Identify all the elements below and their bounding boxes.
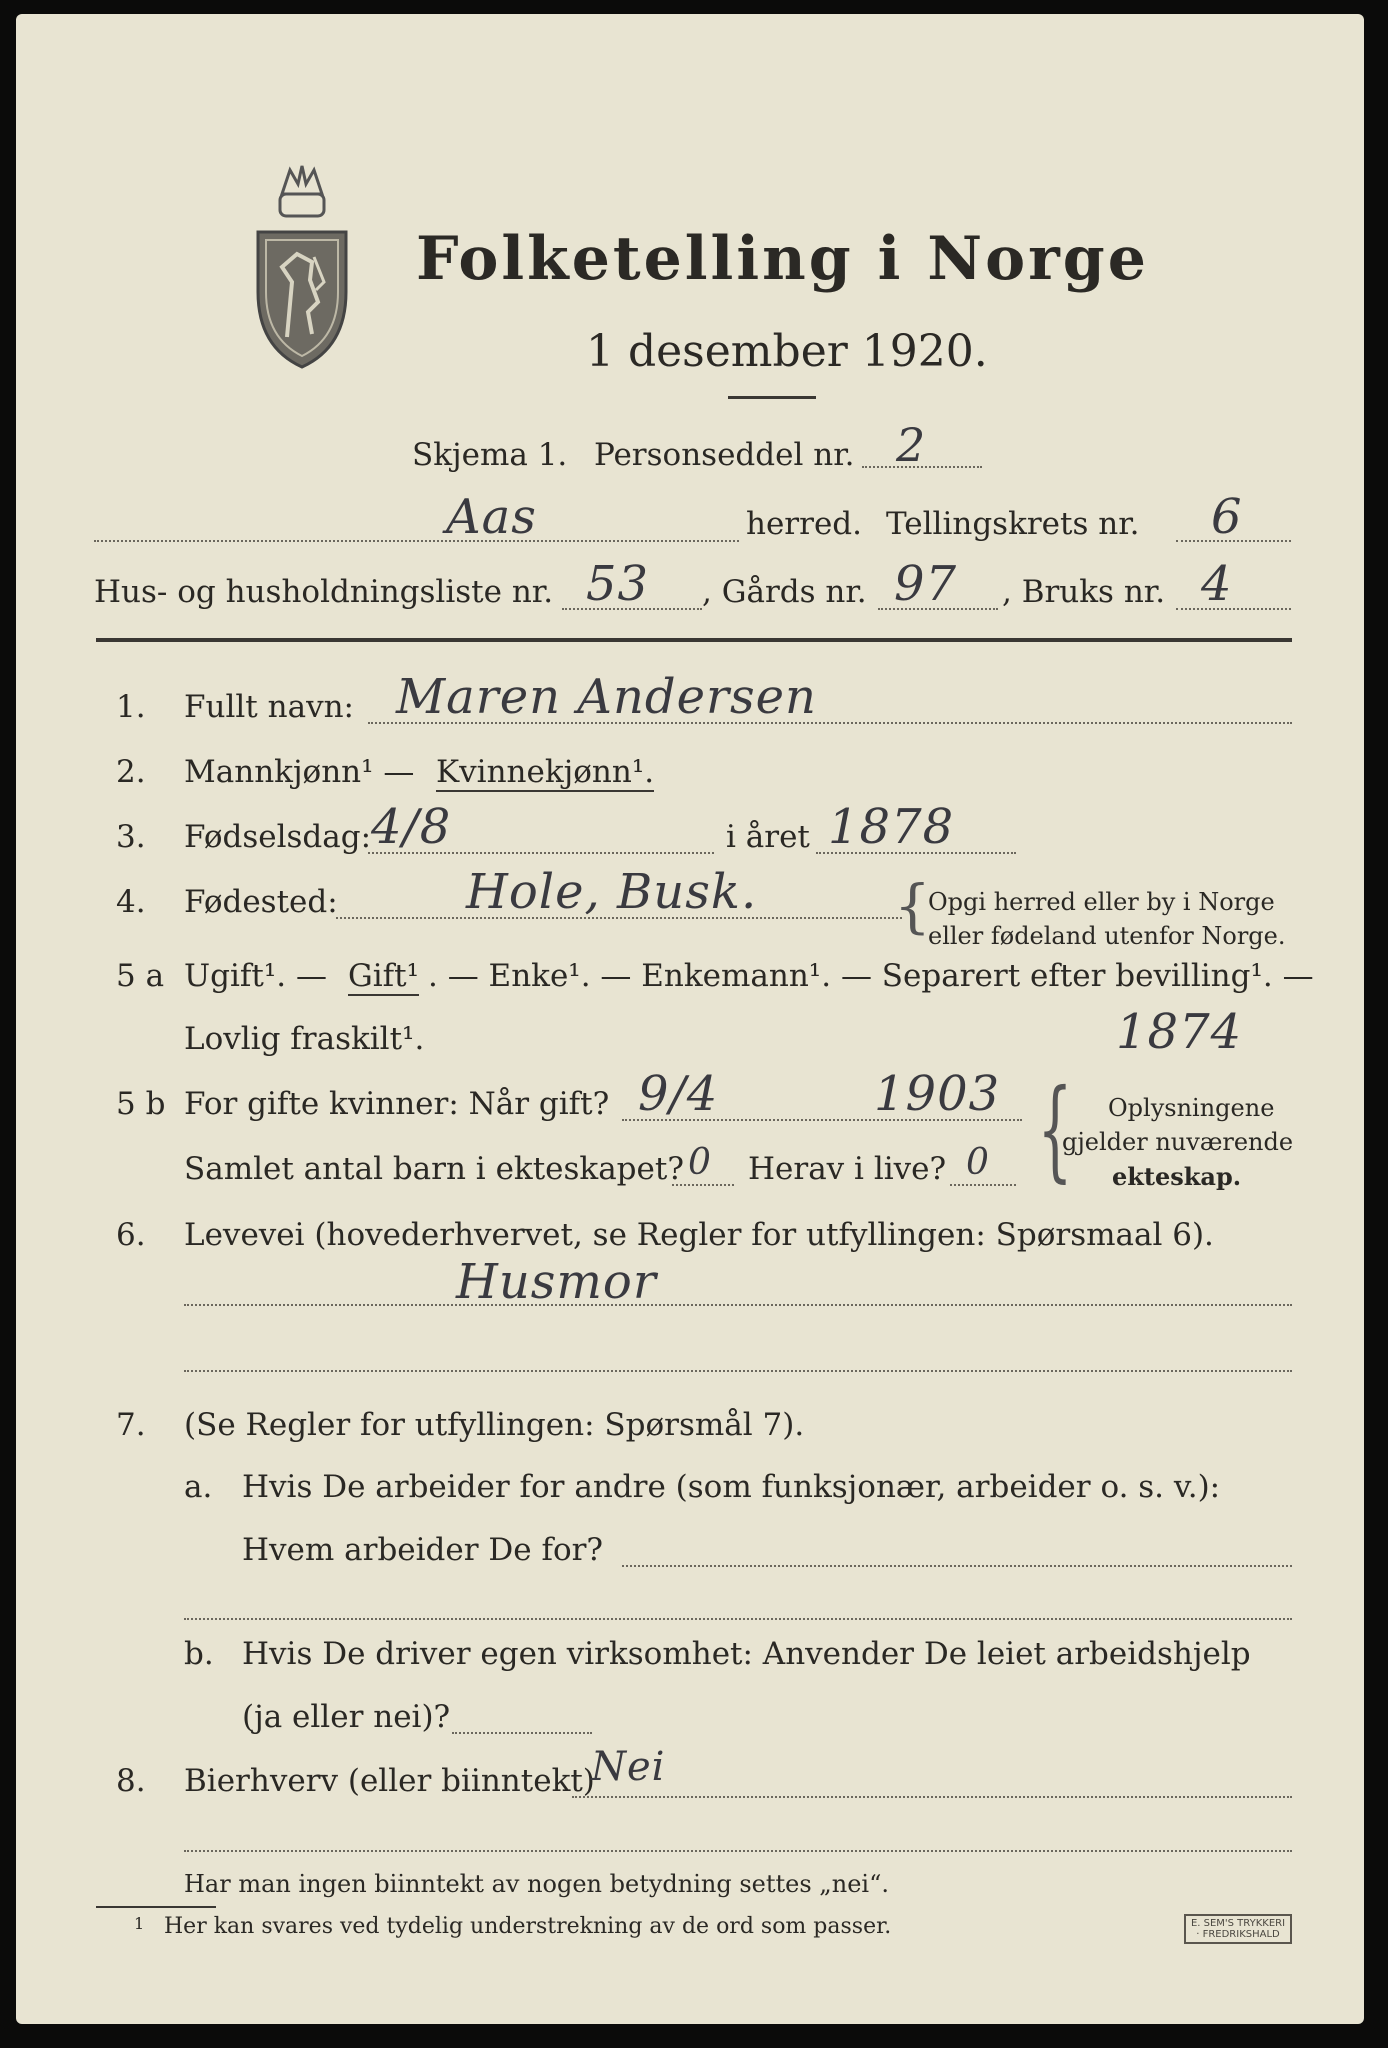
q3-year-value[interactable]: 1878 (828, 799, 955, 855)
q5b-note-1: Oplysningene (1108, 1094, 1275, 1122)
hus-value[interactable]: 53 (586, 556, 650, 612)
q5b-note-2: gjelder nuværende (1062, 1128, 1294, 1156)
bruks-label: , Bruks nr. (1002, 574, 1166, 610)
tellingskrets-label: Tellingskrets nr. (886, 506, 1140, 542)
q5b-children-label: Samlet antal barn i ekteskapet? (184, 1151, 684, 1187)
q3-number: 3. (116, 819, 146, 855)
q5a-rest: . — Enke¹. — Enkemann¹. — Separert efter bevilling¹. — (428, 958, 1314, 994)
census-form (16, 14, 1364, 2024)
q1-value[interactable]: Maren Andersen (396, 669, 817, 725)
footnote-mark: 1 (134, 1914, 145, 1933)
q5b-alive-line (950, 1184, 1016, 1186)
printer-stamp: E. SEM'S TRYKKERI · FREDRIKSHALD (1184, 1914, 1292, 1944)
herred-value[interactable]: Aas (446, 489, 537, 545)
footer-note: Har man ingen biinntekt av nogen betydning settes „nei“. (184, 1870, 889, 1898)
q6-line-2 (184, 1370, 1292, 1372)
q8-line-2 (184, 1850, 1292, 1852)
q8-value[interactable]: Nei (591, 1744, 666, 1790)
gards-value[interactable]: 97 (894, 556, 958, 612)
q7a-line-2: Hvem arbeider De for? (242, 1532, 604, 1568)
q7b-answer-line[interactable] (452, 1732, 592, 1734)
personseddel-value[interactable]: 2 (896, 418, 927, 472)
q8-line (572, 1796, 1292, 1798)
q5a-ugift: Ugift¹. — (184, 958, 327, 994)
q3-label: Fødselsdag: (184, 819, 372, 855)
q7-label: (Se Regler for utfyllingen: Spørsmål 7). (184, 1407, 805, 1443)
q4-brace: { (894, 872, 931, 940)
q4-number: 4. (116, 884, 146, 920)
form-title: Folketelling i Norge (416, 224, 1149, 294)
herred-label: herred. (746, 506, 862, 542)
q3-value[interactable]: 4/8 (371, 799, 452, 855)
census-date: 1 desember 1920. (586, 326, 988, 377)
gards-label: , Gårds nr. (702, 574, 867, 610)
skjema-label: Skjema 1. (412, 437, 568, 473)
q7b-line-2: (ja eller nei)? (242, 1699, 451, 1735)
q6-number: 6. (116, 1217, 146, 1253)
herred-line (94, 540, 739, 542)
header-divider (96, 638, 1292, 642)
q7a-answer-line[interactable] (622, 1565, 1292, 1567)
q3-year-label: i året (726, 819, 810, 855)
q6-value[interactable]: Husmor (456, 1254, 657, 1310)
q1-number: 1. (116, 689, 146, 725)
q4-label: Fødested: (184, 884, 338, 920)
q6-line-1 (184, 1304, 1292, 1306)
q5b-alive-label: Herav i live? (748, 1151, 947, 1187)
q7-number: 7. (116, 1407, 146, 1443)
q5b-note-3: ekteskap. (1112, 1162, 1242, 1191)
hus-label: Hus- og husholdningsliste nr. (94, 574, 554, 610)
q5a-number: 5 a (116, 958, 165, 994)
q2-kvinnekjonn[interactable]: Kvinnekjønn¹. (436, 754, 655, 790)
q6-label: Levevei (hovederhvervet, se Regler for utfyllingen: Spørsmaal 6). (184, 1217, 1214, 1253)
q8-label: Bierhverv (eller biinntekt) (184, 1763, 595, 1799)
coat-of-arms-icon (252, 162, 352, 372)
q5b-alive-value[interactable]: 0 (966, 1142, 990, 1183)
q5b-label: For gifte kvinner: Når gift? (184, 1086, 610, 1122)
tellingskrets-value[interactable]: 6 (1211, 489, 1243, 545)
q7a-line-1: Hvis De arbeider for andre (som funksjonær, arbeider o. s. v.): (242, 1469, 1221, 1505)
q5b-year-value[interactable]: 1903 (874, 1066, 1001, 1122)
q1-label: Fullt navn: (184, 689, 354, 725)
q5b-date-value[interactable]: 9/4 (638, 1066, 719, 1122)
q4-note-2: eller fødeland utenfor Norge. (928, 922, 1286, 950)
bruks-value[interactable]: 4 (1201, 556, 1233, 612)
q5b-children-value[interactable]: 0 (688, 1142, 712, 1183)
bruks-line (1176, 608, 1291, 610)
q5b-number: 5 b (116, 1086, 166, 1122)
q5a-fraskilt: Lovlig fraskilt¹. (184, 1021, 425, 1057)
footnote-divider (96, 1906, 216, 1908)
q2-mannkjonn: Mannkjønn¹ — (184, 754, 415, 790)
footnote-text: Her kan svares ved tydelig understrekning av de ord som passer. (164, 1914, 892, 1939)
q5b-brace: { (1037, 1065, 1073, 1193)
q5a-gift[interactable]: Gift¹ (348, 958, 420, 994)
personseddel-label: Personseddel nr. (594, 437, 855, 473)
q7b-line-1: Hvis De driver egen virksomhet: Anvender De leiet arbeidshjelp (242, 1636, 1251, 1672)
q5a-margin-year[interactable]: 1874 (1116, 1004, 1243, 1060)
q7b-number: b. (184, 1636, 214, 1672)
q7a-number: a. (184, 1469, 213, 1505)
q4-value[interactable]: Hole, Busk. (466, 864, 758, 920)
q5b-children-line (672, 1184, 734, 1186)
q2-number: 2. (116, 754, 146, 790)
q7a-answer-line-2[interactable] (184, 1618, 1292, 1620)
title-divider (728, 396, 816, 399)
q8-number: 8. (116, 1763, 146, 1799)
q4-note-1: Opgi herred eller by i Norge (928, 888, 1275, 916)
